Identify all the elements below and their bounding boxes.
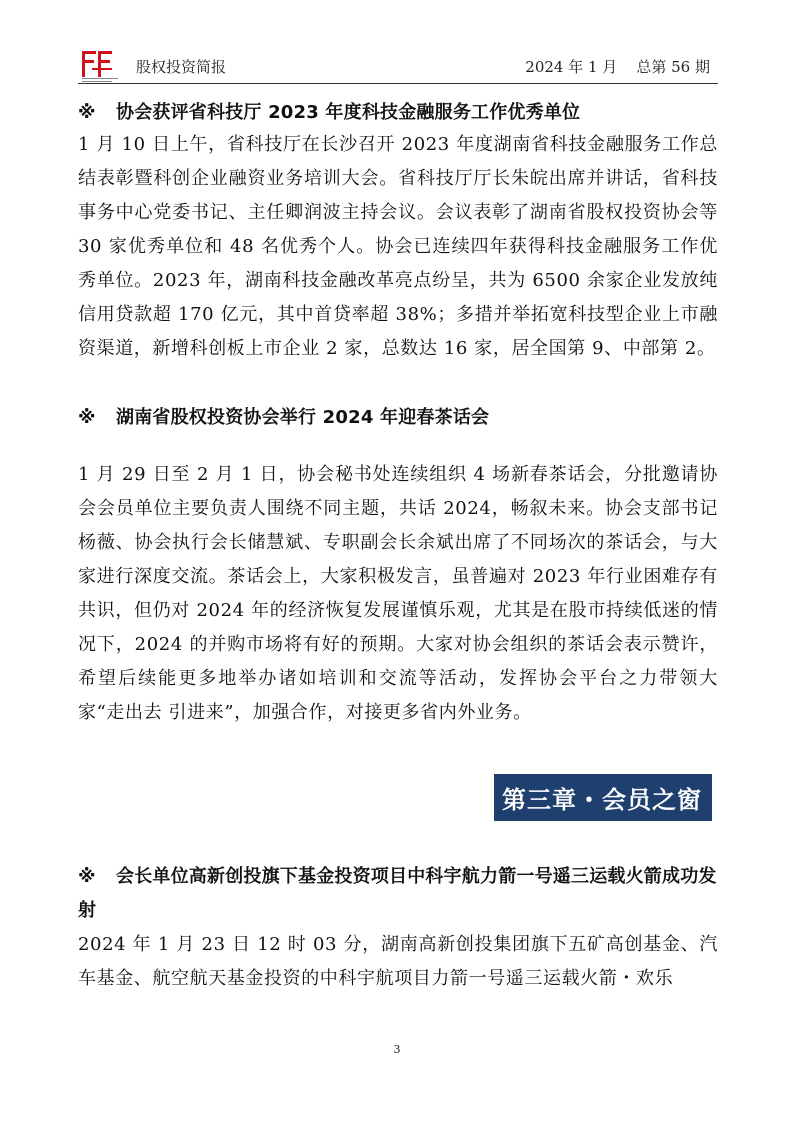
spacer bbox=[78, 438, 718, 458]
association-logo-icon bbox=[78, 48, 122, 84]
section-heading-text: 协会获评省科技厅 2023 年度科技金融服务工作优秀单位 bbox=[116, 102, 581, 123]
section-heading bbox=[78, 398, 718, 438]
news-section bbox=[78, 398, 718, 730]
section-heading-text: 湖南省股权投资协会举行 2024 年迎春茶话会 bbox=[116, 407, 490, 428]
section-heading bbox=[78, 860, 718, 928]
page-header bbox=[78, 44, 716, 86]
issue-info: 2024 年 1 月 总第 56 期 bbox=[525, 58, 710, 76]
chapter-banner-row bbox=[78, 774, 718, 834]
section-heading-text: 会长单位高新创投旗下基金投资项目中科宇航力箭一号遥三运载火箭成功发射 bbox=[78, 866, 717, 921]
header-divider bbox=[78, 83, 718, 84]
page-content bbox=[78, 98, 718, 996]
section-body: 1 月 10 日上午，省科技厅在长沙召开 2023 年度湖南省科技金融服务工作总结表彰暨科创企业融资业务培训大会。省科技厅厅长朱皖出席并讲话，省科技事务中心党委书记、主任卿润波主持会议。会议表彰了湖南省股权投资协会等 30 家优秀单位和 48 名优秀个人。协会已连续四年获得科技金融服务工作优秀单位。2023 年，湖南科技金融改革亮点纷呈，共为 6500 余家企业发放纯信用贷款超 170 亿元，其中首贷率超 38%；多措并举拓宽科技型企业上市融资渠道，新增科创板上市企业 2 家，总数达 16 家，居全国第 9、中部第 2。 bbox=[78, 134, 718, 359]
spacer bbox=[78, 366, 718, 398]
member-news-section bbox=[78, 860, 718, 996]
section-body: 1 月 29 日至 2 月 1 日，协会秘书处连续组织 4 场新春茶话会，分批邀请协会会员单位主要负责人围绕不同主题，共话 2024，畅叙未来。协会支部书记杨薇、协会执行会长储慧斌、专职副会长余斌出席了不同场次的茶话会，与大家进行深度交流。茶话会上，大家积极发言，虽普遍对 2023 年行业困难存有共识，但仍对 2024 年的经济恢复发展谨慎乐观，尤其是在股市持续低迷的情况下，2024 的并购市场将有好的预期。大家对协会组织的茶话会表示赞许，希望后续能更多地举办诸如培训和交流等活动，发挥协会平台之力带领大家“走出去 引进来”，加强合作，对接更多省内外业务。 bbox=[78, 464, 718, 723]
section-heading bbox=[78, 98, 718, 128]
reference-mark-icon: ※ bbox=[78, 407, 96, 428]
section-body: 2024 年 1 月 23 日 12 时 03 分，湖南高新创投集团旗下五矿高创基金、汽车基金、航空航天基金投资的中科宇航项目力箭一号遥三运载火箭・欢乐 bbox=[78, 934, 718, 989]
reference-mark-icon: ※ bbox=[78, 102, 96, 123]
publication-title: 股权投资简报 bbox=[136, 58, 227, 76]
chapter-banner: 第三章・会员之窗 bbox=[494, 774, 712, 821]
page-number: 3 bbox=[393, 1043, 401, 1056]
reference-mark-icon: ※ bbox=[78, 866, 96, 887]
spacer bbox=[78, 834, 718, 860]
news-section bbox=[78, 98, 718, 366]
